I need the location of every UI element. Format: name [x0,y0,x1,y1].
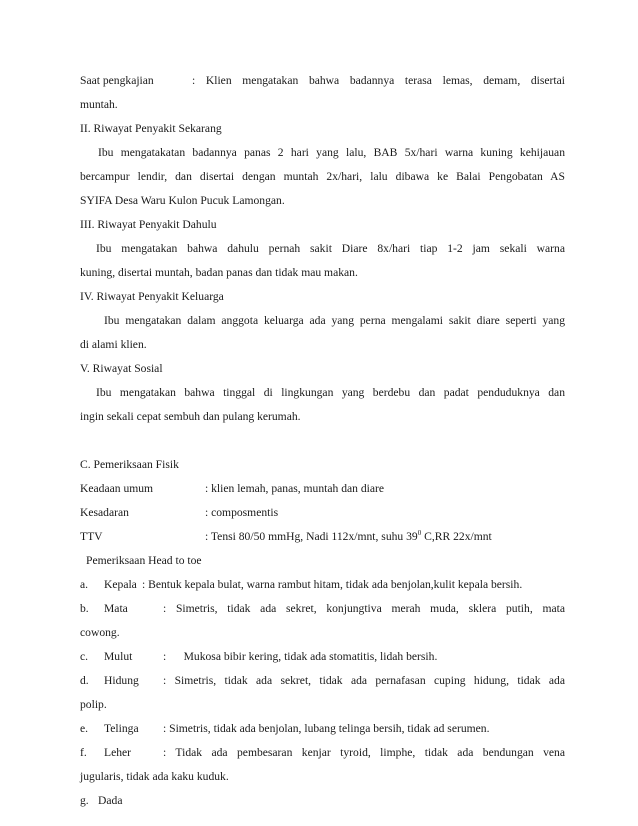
item-text-leher: : Tidak ada pembesaran kenjar tyroid, limphe, tidak ada bendungan vena [163,746,565,759]
paragraph-line: SYIFA Desa Waru Kulon Pucuk Lamongan. [80,194,285,207]
item-name-mata: Mata [104,602,128,615]
ttv-label: TTV [80,530,103,543]
item-cont-hidung: polip. [80,698,107,711]
section-heading-riwayat-keluarga: IV. Riwayat Penyakit Keluarga [80,290,224,303]
item-name-kepala: Kepala [104,578,137,591]
item-letter: e. [80,722,89,735]
item-name-telinga: Telinga [104,722,139,735]
item-letter: d. [80,674,89,687]
ttv-value [205,530,492,544]
kesadaran-value: : composmentis [205,506,279,519]
paragraph-line: Ibu mengatakatan badannya panas 2 hari yang lalu, BAB 5x/hari warna kuning kehijauan [98,146,565,159]
item-letter: b. [80,602,89,615]
item-text-telinga: : Simetris, tidak ada benjolan, lubang telinga bersih, tidak ad serumen. [163,722,490,735]
saat-pengkajian-label: Saat pengkajian [80,74,154,87]
item-text-hidung: : Simetris, tidak ada sekret, tidak ada pernafasan cuping hidung, tidak ada [163,674,565,687]
item-letter: c. [80,650,89,663]
section-heading-riwayat-dahulu: III. Riwayat Penyakit Dahulu [80,218,217,231]
keadaan-umum-value: : klien lemah, panas, muntah dan diare [205,482,385,495]
ttv-value-rest: C,RR 22x/mnt [421,530,492,543]
paragraph-line: Ibu mengatakan dalam anggota keluarga ada yang perna mengalami sakit diare seperti yang [104,314,565,327]
paragraph-line: ingin sekali cepat sembuh dan pulang kerumah. [80,410,301,423]
keadaan-umum-label: Keadaan umum [80,482,154,495]
item-name-hidung: Hidung [104,674,139,687]
paragraph-line: bercampur lendir, dan disertai dengan muntah 2x/hari, lalu dibawa ke Balai Pengobatan AS [80,170,565,183]
saat-pengkajian-cont: muntah. [80,98,118,111]
paragraph-line: Ibu mengatakan bahwa dahulu pernah sakit Diare 8x/hari tiap 1-2 jam sekali warna [96,242,565,255]
kesadaran-label: Kesadaran [80,506,129,519]
item-letter: a. [80,578,89,591]
item-text-kepala: : Bentuk kepala bulat, warna rambut hitam, tidak ada benjolan,kulit kepala bersih. [142,578,523,591]
section-heading-riwayat-sekarang: II. Riwayat Penyakit Sekarang [80,122,222,135]
item-letter: f. [80,746,87,759]
paragraph-line: Ibu mengatakan bahwa tinggal di lingkungan yang berdebu dan padat penduduknya dan [96,386,565,399]
degree-sup: 0 [417,529,422,537]
saat-pengkajian-text: : Klien mengatakan bahwa badannya terasa lemas, demam, disertai [192,74,565,87]
ttv-value-main: : Tensi 80/50 mmHg, Nadi 112x/mnt, suhu 39 [205,530,418,543]
item-text-mulut: : Mukosa bibir kering, tidak ada stomatitis, lidah bersih. [163,650,438,663]
item-letter: g. [80,794,89,807]
head-to-toe-heading: Pemeriksaan Head to toe [86,554,202,567]
paragraph-line: kuning, disertai muntah, badan panas dan tidak mau makan. [80,266,358,279]
item-cont-leher: jugularis, tidak ada kaku kuduk. [80,770,229,783]
section-heading-riwayat-sosial: V. Riwayat Sosial [80,362,163,375]
paragraph-line: di alami klien. [80,338,147,351]
item-text-mata: : Simetris, tidak ada sekret, konjungtiva merah muda, sklera putih, mata [163,602,565,615]
item-name-leher: Leher [104,746,132,759]
item-cont-mata: cowong. [80,626,120,639]
section-heading-pemeriksaan-fisik: C. Pemeriksaan Fisik [80,458,179,471]
item-name-dada: Dada [98,794,123,807]
item-name-mulut: Mulut [104,650,133,663]
